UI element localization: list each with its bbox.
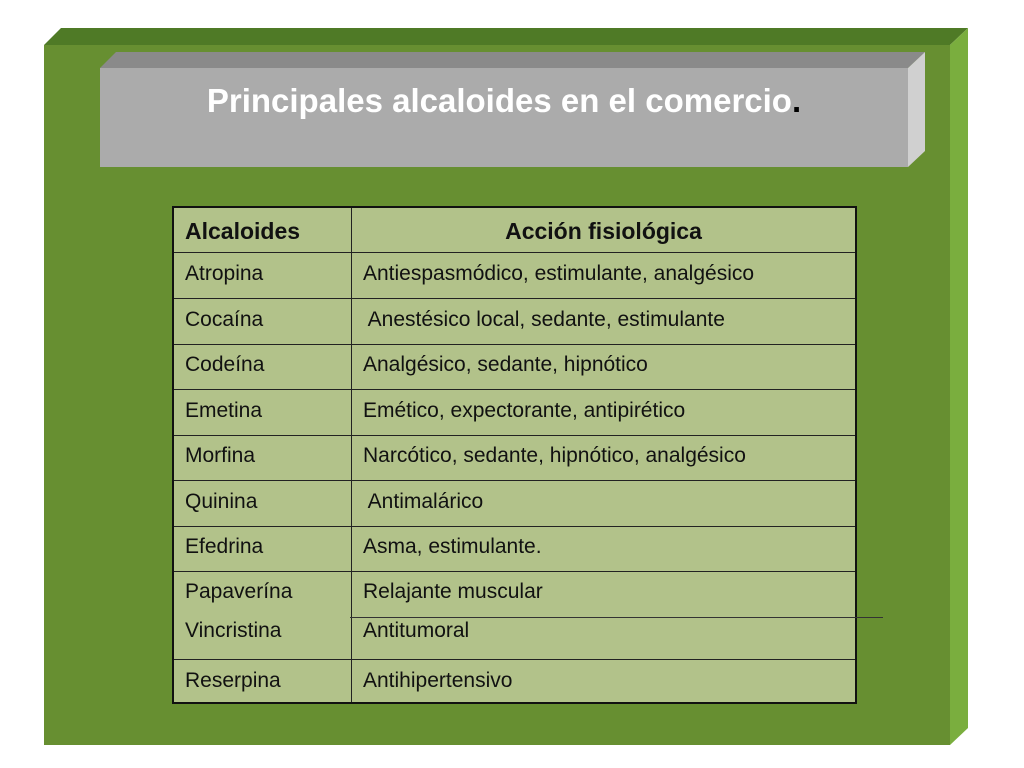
title-text: Principales alcaloides en el comercio (206, 82, 792, 119)
alkaloid-action: Narcótico, sedante, hipnótico, analgésico (363, 444, 746, 467)
slide-title (100, 82, 908, 120)
alkaloid-name: Morfina (185, 444, 256, 467)
header-alcaloides: Alcaloides (185, 218, 301, 244)
table-row (174, 660, 855, 702)
table-row (174, 253, 855, 299)
table-row (174, 390, 855, 436)
column-divider (351, 208, 352, 702)
alkaloid-action: Asma, estimulante. (363, 535, 542, 558)
alkaloid-name: Codeína (185, 353, 265, 376)
panel-side-bevel (950, 28, 968, 745)
table-row (174, 527, 855, 572)
table-row (174, 436, 855, 481)
alkaloid-action: Antiespasmódico, estimulante, analgésico (363, 262, 755, 285)
alkaloid-action: Antihipertensivo (363, 669, 513, 692)
table-row (174, 299, 855, 345)
header-accion: Acción fisiológica (505, 218, 702, 244)
alkaloid-name: Quinina (185, 490, 258, 513)
alkaloid-table (172, 206, 857, 704)
alkaloid-name: Papaverína (185, 580, 293, 603)
table-header-row (174, 208, 855, 253)
alkaloid-action: Analgésico, sedante, hipnótico (363, 353, 648, 376)
alkaloid-action: Antimalárico (363, 490, 484, 513)
alkaloid-name: Emetina (185, 399, 263, 422)
alkaloid-action: Anestésico local, sedante, estimulante (363, 308, 725, 331)
title-box (100, 68, 908, 167)
table-row (174, 481, 855, 527)
title-top-bevel (100, 52, 925, 68)
alkaloid-name: Atropina (185, 262, 264, 285)
alkaloid-name: Cocaína (185, 308, 264, 331)
alkaloid-action: Emético, expectorante, antipirético (363, 399, 686, 422)
title-side-bevel (908, 52, 925, 167)
stray-line (350, 617, 883, 618)
panel-top-bevel (44, 28, 968, 45)
table-row (174, 572, 855, 660)
alkaloid-name: Efedrina (185, 535, 264, 558)
alkaloid-name: Vincristina (185, 619, 282, 642)
alkaloid-name: Reserpina (185, 669, 281, 692)
alkaloid-action: Antitumoral (363, 619, 470, 642)
title-period: . (791, 82, 802, 119)
alkaloid-action: Relajante muscular (363, 580, 543, 603)
table-row (174, 345, 855, 390)
